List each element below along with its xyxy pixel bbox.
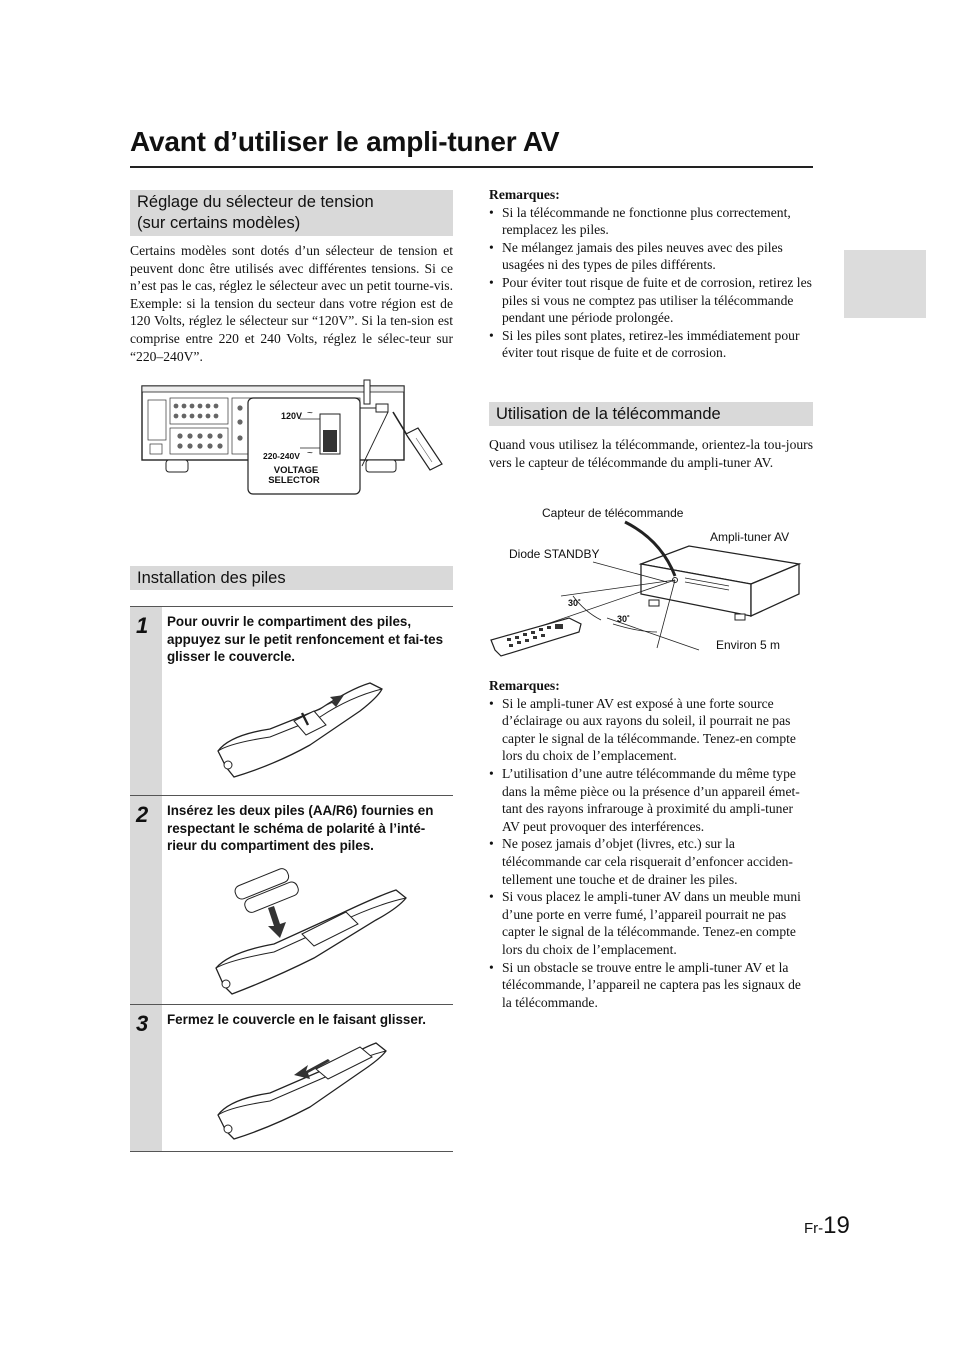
remote-insert-batteries-illustration: [210, 860, 410, 1000]
remote-section-heading: Utilisation de la télécommande: [489, 402, 813, 426]
step-text: Insérez les deux piles (AA/R6) fournies en respectant le schéma de polarité à l’inté-rieur du compartiment des piles.: [167, 803, 434, 854]
note-item: • Si le ampli-tuner AV est exposé à une forte source d’éclairage ou aux rayons du soleil, il pourrait ne pas capter le signal de la télécommande. Tenez-en compte lors du choix de l’emplacement.: [489, 695, 813, 765]
step-1: [130, 607, 453, 795]
page-number-prefix: Fr-: [804, 1220, 824, 1237]
label-220-240v: 220-240V: [263, 451, 300, 461]
title-rule: [130, 166, 813, 168]
remote-open-cover-illustration: [210, 673, 400, 783]
page-number: [804, 1212, 850, 1240]
sensor-label: Capteur de télécommande: [542, 506, 684, 520]
note-item: • Ne posez jamais d’objet (livres, etc.) sur la télécommande car cela risquerait d’enfoncer acciden-tellement une touche et de drainer les piles.: [489, 835, 813, 888]
step-number: 2: [136, 802, 149, 827]
notes-list: [489, 204, 813, 362]
receiver-label: Ampli-tuner AV: [710, 530, 790, 544]
voltage-body-text: Certains modèles sont dotés d’un sélecteur de tension et peuvent donc être utilisés avec différentes tensions. Si ce n’est pas le cas, réglez le sélecteur avec un petit tourne-vis. Exemple: si la tension du secteur dans votre région est de 120 Volts, réglez le sélecteur sur “120V”. Si la ten-sion est comprise entre 220 et 240 Volts, réglez le sélec-teur sur “220–240V”.: [130, 243, 453, 364]
angle-label: 30˚: [568, 598, 582, 608]
note-item: • Si les piles sont plates, retirez-les immédiatement pour éviter tout risque de fuite et de corrosion.: [489, 327, 813, 362]
angle-label: 30˚: [617, 614, 631, 624]
voltage-figure: [140, 378, 450, 498]
ac-symbol: ~: [307, 448, 313, 459]
side-tab: [844, 250, 926, 318]
notes-bottom: [489, 677, 813, 1011]
step-text: Pour ouvrir le compartiment des piles, appuyez sur le petit renfoncement et fai-tes glisser le couvercle.: [167, 614, 444, 665]
note-item: • Si vous placez le ampli-tuner AV dans un meuble muni d’une porte en verre fumé, l’appareil pourrait ne pas capter le signal de la télécommande. Tenez-en compte lors du choix de l’emplacement.: [489, 888, 813, 958]
step-3: [130, 1005, 453, 1151]
step-text: Fermez le couvercle en le faisant glisser.: [167, 1012, 427, 1027]
note-item: • Pour éviter tout risque de fuite et de corrosion, retirez les piles si vous ne comptez pas utiliser la télécommande pendant une période prolongée.: [489, 274, 813, 327]
notes-top: [489, 186, 813, 362]
note-item: • Ne mélangez jamais des piles neuves avec des piles usagées ni des types de piles différents.: [489, 239, 813, 274]
remote-close-cover-illustration: [210, 1031, 400, 1145]
note-item: • L’utilisation d’une autre télécommande du même type dans la même pièce ou la présence d’un appareil émet-tant des rayons infrarouge à proximité du ampli-tuner AV peut provoquer des interférences.: [489, 765, 813, 835]
voltage-heading-line1: Réglage du sélecteur de tension: [137, 193, 374, 211]
voltage-section-heading: [130, 190, 453, 236]
notes-list: [489, 695, 813, 1012]
step-number: 3: [136, 1011, 149, 1036]
voltage-heading-line2: (sur certains modèles): [137, 214, 301, 232]
notes-title: Remarques:: [489, 187, 560, 202]
voltage-body: [130, 242, 453, 365]
remote-range-figure: [489, 500, 813, 665]
remote-body-text: Quand vous utilisez la télécommande, orientez-la tou-jours vers le capteur de télécommande du ampli-tuner AV.: [489, 437, 813, 470]
step-number: 1: [136, 613, 149, 638]
voltage-selector-line1: VOLTAGE: [273, 465, 319, 476]
battery-steps: [130, 606, 453, 1152]
voltage-selector-label: [268, 465, 322, 486]
note-item: • Si un obstacle se trouve entre le ampli-tuner AV et la télécommande, l’appareil ne captera pas les signaux de la télécommande.: [489, 959, 813, 1012]
label-120v: 120V: [281, 411, 303, 421]
distance-label: Environ 5 m: [716, 638, 781, 652]
step-2: [130, 796, 453, 1004]
notes-title: Remarques:: [489, 678, 560, 693]
batteries-section-heading: Installation des piles: [130, 566, 453, 590]
standby-label: Diode STANDBY: [509, 547, 600, 561]
page-number-value: 19: [823, 1212, 850, 1239]
voltage-selector-line2: SELECTOR: [268, 475, 320, 486]
remote-body: [489, 436, 813, 471]
ac-symbol: ~: [307, 408, 313, 419]
page-title: Avant d’utiliser le ampli-tuner AV: [130, 126, 560, 157]
note-item: • Si la télécommande ne fonctionne plus correctement, remplacez les piles.: [489, 204, 813, 239]
